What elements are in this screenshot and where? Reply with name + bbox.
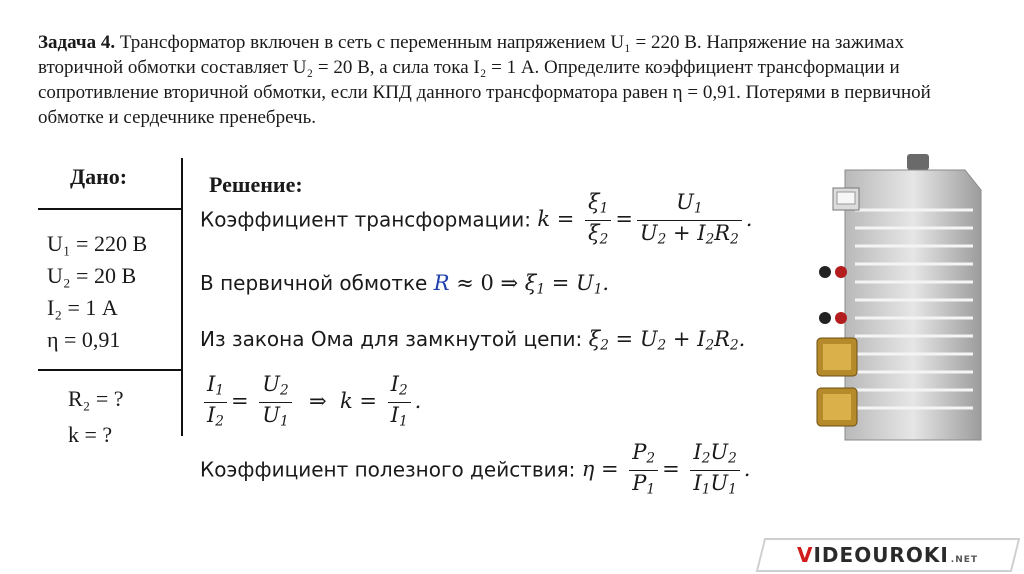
line-label: Коэффициент полезного действия:: [200, 457, 576, 482]
find-item: k = ?: [68, 422, 113, 447]
transformer-image: [815, 150, 985, 450]
formula-ohm: $\xi_2 = U_2 + I_2R_2$.: [588, 327, 746, 354]
formula-primary: R ≈ 0 ⇒ $\xi_1 = U_1$.: [433, 271, 610, 298]
solution-line-primary: [200, 271, 609, 297]
solution-line-ratio: [200, 372, 421, 434]
task-label: Задача 4.: [38, 32, 116, 53]
given-item: U₂ = 20 В: [47, 263, 137, 288]
line-label: В первичной обмотке: [200, 271, 428, 295]
given-divider-bottom: [38, 369, 182, 371]
task-text: Трансформатор включен в сеть с переменным напряжением U₁ = 220 В. Напряжение на зажимах вторичной обмотки составляет U₂ = 20 В, а сила тока I₂ = 1 А. Определите коэффициент трансформации и сопротивление вторичной обмотки, если КПД данного трансформатора равен η = 0,91. Потерями в первичной обмотке и сердечнике пренебречь.: [38, 32, 931, 128]
formula-k: k = $\frac{\xi_1}{\xi_2}$ = $\frac{U_1}{U_2 + I_2R_2}$ .: [537, 207, 752, 231]
task-statement: [38, 30, 983, 130]
find-list: [68, 381, 124, 453]
given-item: U₁ = 220 В: [47, 231, 148, 256]
logo-suffix: .NET: [951, 555, 979, 565]
logo-letter: V: [797, 543, 814, 567]
formula-efficiency: η = $\frac{P_2}{P_1}$ = $\frac{I_2U_2}{I_1U_1}$ .: [582, 457, 751, 481]
solution-title: Решение:: [209, 172, 303, 197]
solution-line-efficiency: [200, 440, 750, 502]
given-title: Дано:: [70, 164, 128, 189]
given-item: I₂ = 1 А: [47, 295, 118, 320]
given-list: [47, 228, 147, 356]
solution-line-transformation: [200, 190, 752, 252]
find-item: R₂ = ?: [68, 386, 124, 411]
formula-ratio: $\frac{I_1}{I_2}$ = $\frac{U_2}{U_1}$ ⇒ k = $\frac{I_2}{I_1}$ .: [200, 389, 421, 413]
given-item: η = 0,91: [47, 327, 121, 352]
solution-line-ohm: [200, 327, 745, 353]
videouroki-logo: [756, 538, 1020, 572]
line-label: Из закона Ома для замкнутой цепи:: [200, 327, 583, 351]
logo-text: IDEOUROKI: [813, 543, 950, 567]
given-divider-vertical: [181, 158, 183, 436]
line-label: Коэффициент трансформации:: [200, 207, 532, 232]
given-divider-top: [38, 208, 182, 210]
